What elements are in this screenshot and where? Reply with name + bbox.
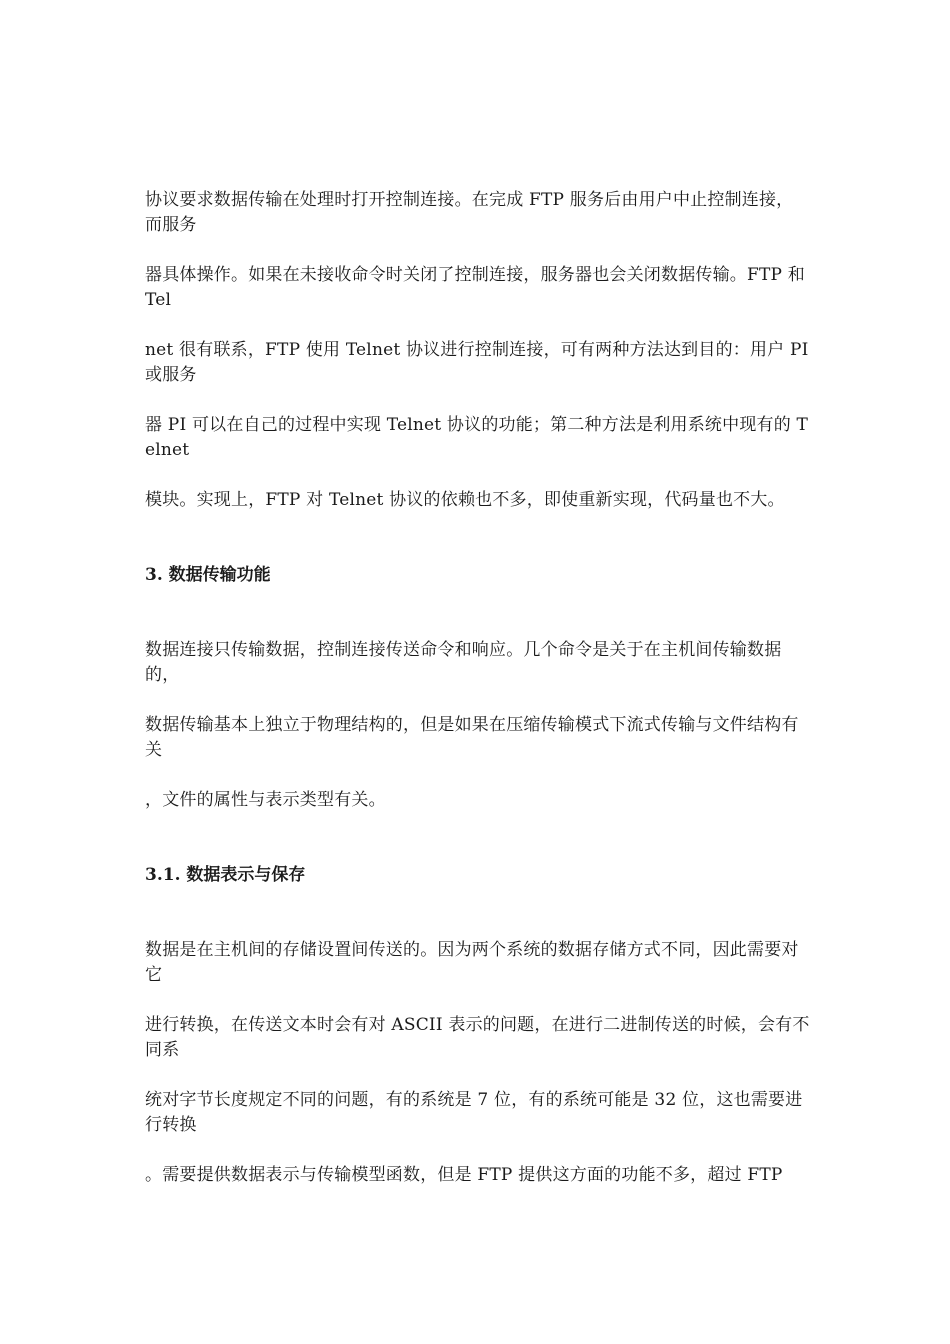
section-heading: 3. 数据传输功能 [145, 565, 271, 585]
paragraph: 器 PI 可以在自己的过程中实现 Telnet 协议的功能；第二种方法是利用系统中现有的 Telnet [145, 415, 809, 460]
paragraph: 进行转换，在传送文本时会有对 ASCII 表示的问题，在进行二进制传送的时候，会有不同系 [145, 1015, 810, 1060]
subsection-heading: 3.1. 数据表示与保存 [145, 865, 306, 885]
paragraph: 数据连接只传输数据，控制连接传送命令和响应。几个命令是关于在主机间传输数据的， [145, 640, 782, 685]
document-page [145, 188, 810, 1188]
paragraph: 。需要提供数据表示与传输模型函数，但是 FTP 提供这方面的功能不多，超过 FTP [145, 1165, 783, 1185]
paragraph: net 很有联系，FTP 使用 Telnet 协议进行控制连接，可有两种方法达到目的：用户 PI 或服务 [145, 340, 809, 385]
paragraph: 数据是在主机间的存储设置间传送的。因为两个系统的数据存储方式不同，因此需要对它 [145, 940, 799, 985]
paragraph: 数据传输基本上独立于物理结构的，但是如果在压缩传输模式下流式传输与文件结构有关 [145, 715, 799, 760]
paragraph: 模块。实现上，FTP 对 Telnet 协议的依赖也不多，即使重新实现，代码量也不大。 [145, 490, 785, 510]
paragraph: 统对字节长度规定不同的问题，有的系统是 7 位，有的系统可能是 32 位，这也需要进行转换 [145, 1090, 803, 1135]
paragraph: ，文件的属性与表示类型有关。 [145, 790, 386, 810]
paragraph: 协议要求数据传输在处理时打开控制连接。在完成 FTP 服务后由用户中止控制连接，而服务 [145, 190, 794, 235]
paragraph: 器具体操作。如果在未接收命令时关闭了控制连接，服务器也会关闭数据传输。FTP 和 Tel [145, 265, 805, 310]
